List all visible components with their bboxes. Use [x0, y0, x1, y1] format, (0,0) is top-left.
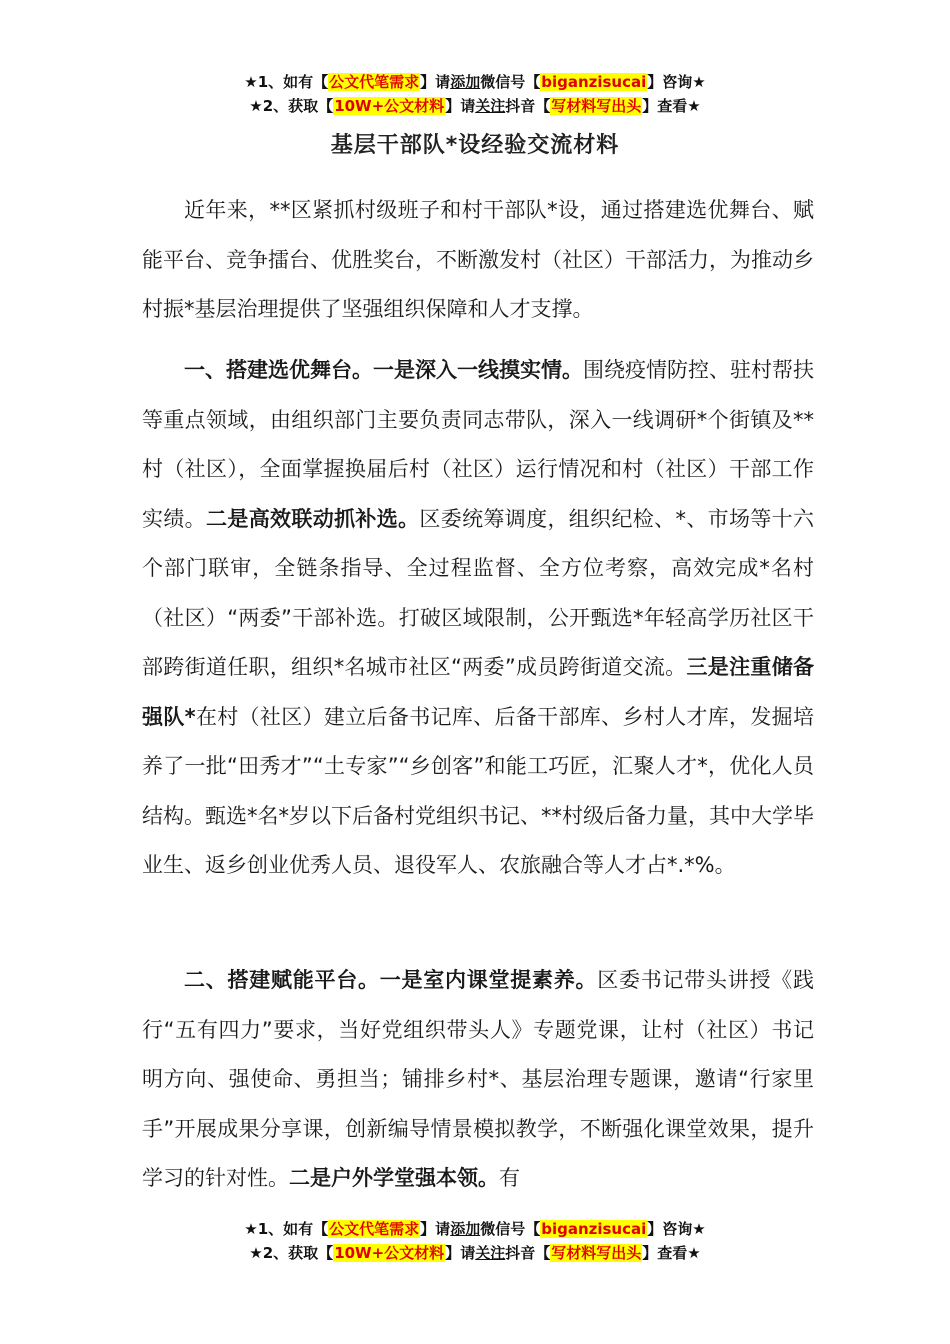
section-2-heading: 二、搭建赋能平台。 [184, 968, 380, 992]
highlight-douyin-account: 写材料写出头 [551, 1244, 642, 1262]
banner-text: 抖音【 [505, 1244, 551, 1262]
banner-text: 】请 [420, 73, 451, 91]
document-title: 基层干部队*设经验交流材料 [330, 133, 620, 158]
banner-text: 】请 [420, 1220, 451, 1238]
intro-paragraph [142, 186, 814, 335]
section-1-point-2-body: 区委统筹调度，组织纪检、*、市场等十六个部门联审，全链条指导、全过程监督、全方位考察，高效完成*名村（社区）“两委”干部补选。打破区域限制，公开甄选*年轻高学历社区干部跨街道任职，组织*名城市社区“两委”成员跨街道交流。 [142, 506, 815, 679]
section-1-heading: 一、搭建选优舞台。 [184, 358, 373, 382]
section-1-paragraph [142, 346, 814, 891]
header-banner [0, 70, 950, 118]
banner-text: 微信号【 [480, 73, 541, 91]
banner-text: 】请 [445, 97, 476, 115]
banner-text: 抖音【 [505, 97, 551, 115]
section-2-point-1-heading: 一是室内课堂提素养。 [379, 968, 598, 992]
banner-underline-text: 关注 [475, 97, 506, 115]
intro-text: 近年来，**区紧抓村级班子和村干部队*设，通过搭建选优舞台、赋能平台、竞争擂台、优胜奖台，不断激发村（社区）干部活力，为推动乡村振*基层治理提供了坚强组织保障和人才支撑。 [142, 198, 814, 321]
banner-text: ★2、获取【 [249, 1244, 334, 1262]
section-2-paragraph [142, 956, 814, 1204]
section-1-point-2-heading: 二是高效联动抓补选。 [206, 506, 420, 531]
section-2-point-2-body: 有 [499, 1166, 520, 1190]
section-2-point-1-body: 区委书记带头讲授《践行“五有四力”要求，当好党组织带头人》专题党课，让村（社区）书记明方向、强使命、勇担当；铺排乡村*、基层治理专题课，邀请“行家里手”开展成果分享课，创新编导情景模拟教学，不断强化课堂效果，提升学习的针对性。 [142, 968, 814, 1190]
footer-banner [0, 1217, 950, 1265]
banner-text: ★2、获取【 [249, 97, 334, 115]
section-1-point-1-heading: 一是深入一线摸实情。 [373, 358, 583, 382]
banner-text: 】咨询★ [647, 1220, 706, 1238]
highlight-wechat-id: biganzisucai [541, 1220, 647, 1238]
banner-text: ★1、如有【 [244, 1220, 329, 1238]
highlight-materials: 10W+公文材料 [334, 97, 445, 115]
banner-text: 】查看★ [642, 97, 701, 115]
highlight-douyin-account: 写材料写出头 [551, 97, 642, 115]
highlight-service: 公文代笔需求 [329, 73, 420, 91]
section-2-point-2-heading: 二是户外学堂强本领。 [289, 1166, 499, 1190]
banner-text: ★1、如有【 [244, 73, 329, 91]
highlight-materials: 10W+公文材料 [334, 1244, 445, 1262]
header-banner-line-1 [0, 70, 950, 94]
footer-banner-line-2 [0, 1241, 950, 1265]
highlight-service: 公文代笔需求 [329, 1220, 420, 1238]
banner-underline-text: 关注 [475, 1244, 506, 1262]
header-banner-line-2 [0, 94, 950, 118]
banner-text: 】咨询★ [647, 73, 706, 91]
highlight-wechat-id: biganzisucai [541, 73, 647, 91]
section-1-point-1-body: 围绕疫情防控、驻村帮扶等重点领域，由组织部门主要负责同志带队，深入一线调研*个街镇及**村（社区），全面掌握换届后村（社区）运行情况和村（社区）干部工作实绩。 [142, 358, 814, 531]
footer-banner-line-1 [0, 1217, 950, 1241]
banner-underline-text: 添加 [450, 73, 481, 91]
banner-text: 】请 [445, 1244, 476, 1262]
banner-text: 】查看★ [642, 1244, 701, 1262]
banner-text: 微信号【 [480, 1220, 541, 1238]
banner-underline-text: 添加 [450, 1220, 481, 1238]
section-1-point-3-body: 在村（社区）建立后备书记库、后备干部库、乡村人才库，发掘培养了一批“田秀才”“土专家”“乡创客”和能工巧匠，汇聚人才*，优化人员结构。甄选*名*岁以下后备村党组织书记、**村级后备力量，其中大学毕业生、返乡创业优秀人员、退役军人、农旅融合等人才占*.*%。 [142, 704, 815, 877]
section-1-point-3-heading: 三是注重储备强队* [142, 655, 815, 729]
